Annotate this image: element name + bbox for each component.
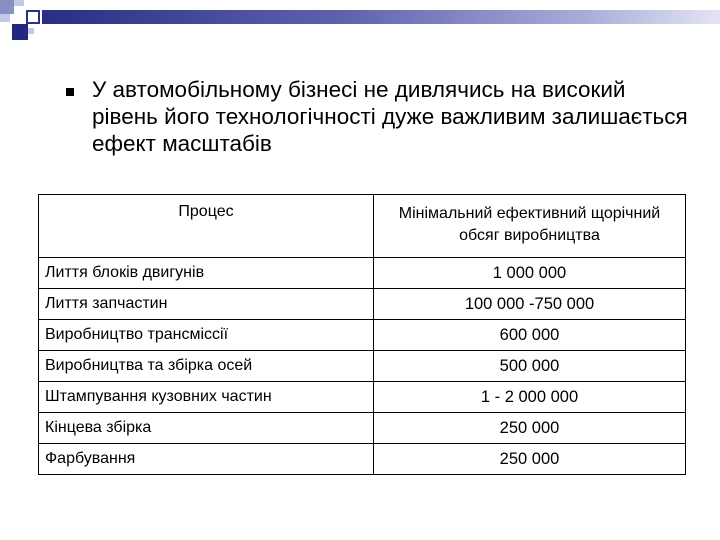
table-row (39, 444, 686, 475)
process-cell: Фарбування (39, 444, 374, 475)
volume-cell: 1 000 000 (374, 258, 686, 289)
volume-cell: 1 - 2 000 000 (374, 382, 686, 413)
process-cell: Кінцева збірка (39, 413, 374, 444)
table-row (39, 382, 686, 413)
scale-table (38, 194, 686, 475)
volume-cell: 600 000 (374, 320, 686, 351)
decor-square-outline (26, 10, 40, 24)
process-cell: Виробництва та збірка осей (39, 351, 374, 382)
intro-paragraph: У автомобільному бізнесі не дивлячись на високий рівень його технологічності дуже важливим залишається ефект масштабів (92, 77, 688, 156)
header-gradient-bar (42, 10, 720, 24)
table-row (39, 413, 686, 444)
table-row (39, 320, 686, 351)
process-cell: Штампування кузовних частин (39, 382, 374, 413)
decor-square (12, 24, 28, 40)
decor-square (0, 0, 14, 14)
process-cell: Лиття запчастин (39, 289, 374, 320)
decor-square (28, 28, 34, 34)
header-process: Процес (39, 195, 374, 258)
table-row (39, 351, 686, 382)
table-row (39, 258, 686, 289)
volume-cell: 250 000 (374, 444, 686, 475)
volume-cell: 100 000 -750 000 (374, 289, 686, 320)
process-cell: Лиття блоків двигунів (39, 258, 374, 289)
table-header-row (39, 195, 686, 258)
process-cell: Виробництво трансміссії (39, 320, 374, 351)
decor-square (14, 0, 24, 6)
header-volume: Мінімальний ефективний щорічний обсяг виробництва (374, 195, 686, 258)
table-row (39, 289, 686, 320)
decor-square (0, 14, 10, 22)
bullet-square-icon (66, 88, 74, 96)
volume-cell: 250 000 (374, 413, 686, 444)
volume-cell: 500 000 (374, 351, 686, 382)
